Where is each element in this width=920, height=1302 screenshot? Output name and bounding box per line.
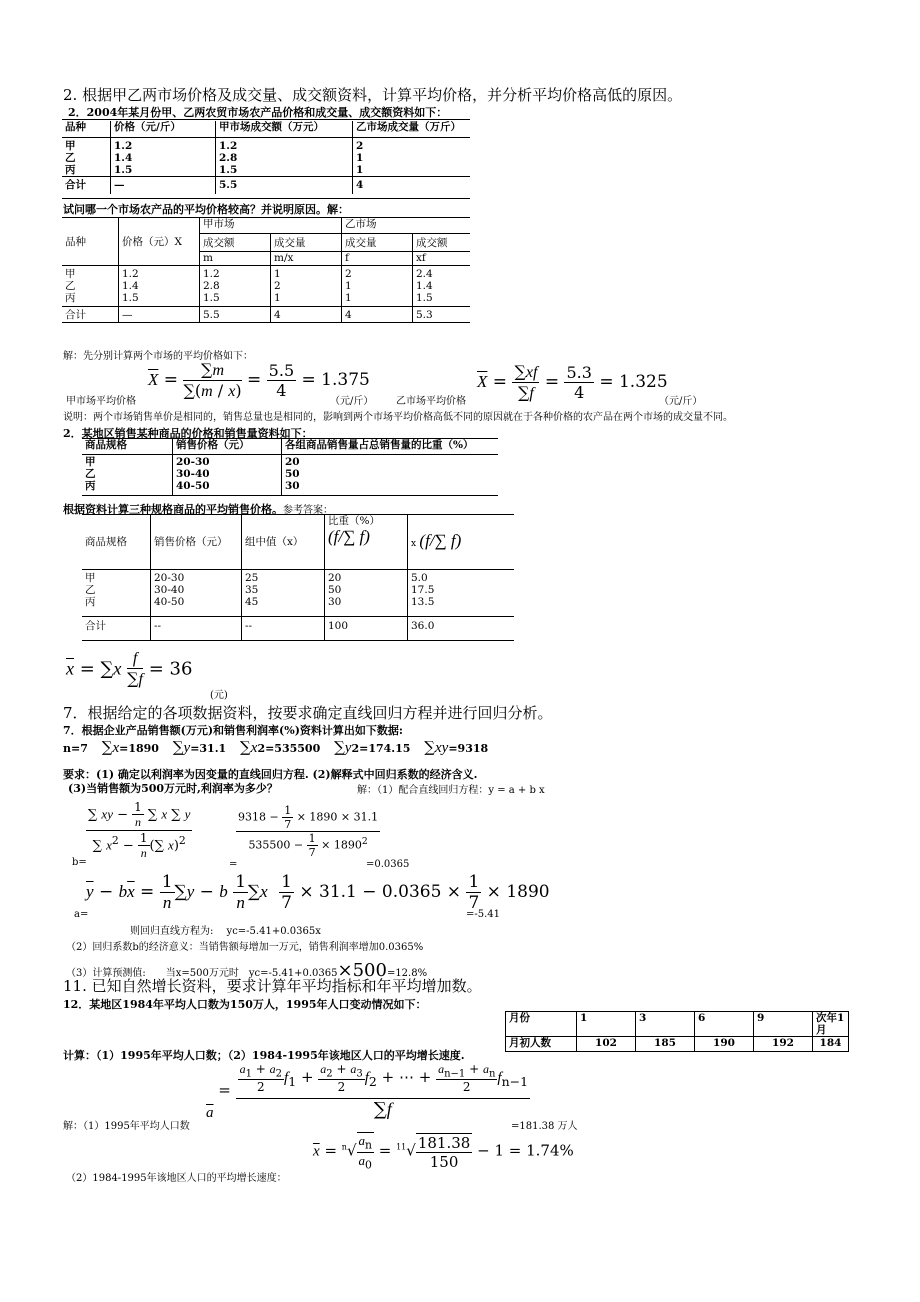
- unit-label: （元/斤）: [330, 396, 374, 407]
- q2-subheading: 2．2004年某月份甲、乙两农贸市场农产品价格和成交量、成交额资料如下：: [68, 106, 448, 119]
- unit-label-b: （元/斤）: [659, 396, 703, 407]
- table-header: 甲市场成交额（万元）: [216, 121, 353, 137]
- table-total-row: 合计 -- -- 100 36.0: [82, 617, 514, 641]
- q2-table1: [62, 121, 470, 194]
- table-row: 甲 乙 丙 1.2 1.4 1.5 1.2 2.8 1.5 1 2 1 2 1 1 2.4 1.4 1.5: [62, 266, 470, 307]
- regression-equation: 则回归直线方程为: yc=-5.41+0.0365x: [130, 926, 321, 937]
- table-header: 乙市场成交量（万斤）: [356, 121, 461, 133]
- q7-sol1: 解：（1）配合直线回归方程：y = a + b x: [357, 785, 545, 796]
- table-row: 甲 乙 丙 20-30 30-40 40-50 20 50 30: [82, 455, 498, 496]
- table-header: 品种: [62, 121, 111, 137]
- q11-subheading: 12．某地区1984年平均人口数为150万人，1995年人口变动情况如下：: [63, 998, 427, 1011]
- q2b-heading: 2．某地区销售某种商品的价格和销售量资料如下：: [63, 427, 313, 440]
- table-row: 月份 1 3 6 9 次年1月: [506, 1012, 849, 1037]
- population-table: [505, 1011, 849, 1052]
- q7-heading: 7．根据给定的各项数据资料，按要求确定直线回归方程并进行回归分析。: [63, 704, 553, 722]
- table-header: 价格（元/斤）: [111, 121, 216, 137]
- q7-subheading: 7．根据企业产品销售额(万元)和销售利润率(%)资料计算出如下数据:: [63, 724, 403, 737]
- table-row: 甲 乙 丙 20-30 30-40 40-50 25 35 45 20 50 30 5.0 17.5 13.5: [82, 570, 514, 617]
- q11-calc: 计算：（1）1995年平均人口数；（2）1984-1995年该地区人口的平均增长速度.: [63, 1049, 465, 1062]
- table-row: 月初人数 102 185 190 192 184: [506, 1037, 849, 1052]
- q11-sol2: （2）1984-1995年该地区人口的平均增长速度：: [66, 1173, 287, 1184]
- q11-heading: 11. 已知自然增长资料，要求计算年平均指标和年平均增加数。: [63, 977, 482, 995]
- q7-given-data: n=7 ∑x=1890 ∑y=31.1 ∑x2=535500 ∑y2=174.15 ∑xy=9318: [63, 738, 489, 756]
- q11-sol1: 解：（1）1995年平均人口数: [63, 1121, 190, 1132]
- b-result: =0.0365: [366, 859, 410, 870]
- q2-sol-intro: 解：先分别计算两个市场的平均价格如下：: [63, 351, 253, 362]
- q2-heading: 2. 根据甲乙两市场价格及成交量、成交额资料，计算平均价格，并分析平均价格高低的原因。: [63, 86, 683, 104]
- q2b-table2: 商品规格 销售价格（元） 组中值（x） 比重（%） (f/∑ f) x (f/∑ f) 甲 乙 丙 20-30 30-40 40-50 25 35 45 20 50 30 5.0 17.5 13.5 合计 -- -- 100 36.0: [82, 514, 514, 641]
- q2b-table1: 商品规格 销售价格（元） 各组商品销售量占总销售量的比重（%） 甲 乙 丙 20-30 30-40 40-50 20 50 30: [82, 438, 498, 496]
- a-label: a=: [74, 909, 89, 920]
- formula-marketA: $\overline{X}$ = $\frac{\sum m}{\sum(m / x)}$ = $\frac{5.5}{4}$ = 1.375: [148, 360, 370, 400]
- q7-sol2: （2）回归系数b的经济意义：当销售额每增加一万元，销售利润率增加0.0365%: [66, 942, 424, 953]
- formula-growth-rate: $\overline{x} = ^n√$ $\frac{a_n}{a_0}$ = $^{11}$√ $\frac{181.38}{150}$ − 1 = 1.74%: [313, 1133, 574, 1172]
- q2-explanation: 说明：两个市场销售单价是相同的，销售总量也是相同的，影响到两个市场平均价格高低不同的原因就在于各种价格的农产品在两个市场的成交量不同。: [63, 412, 733, 423]
- table-total-row: 合计 — 5.5 4 4 5.3: [62, 307, 470, 323]
- a-result: =-5.41: [466, 909, 501, 920]
- formula-a: $\overline{y} - b\overline{x}$ = $\frac{1}{n}$ ∑y − b $\frac{1}{n}$ ∑x $\frac{1}{7}$ × 31.1 − 0.0365 × $\frac{1}{7}$ × 1890: [86, 872, 550, 913]
- q2-question: 试问哪一个市场农产品的平均价格较高？并说明原因。解：: [63, 203, 349, 216]
- marketB-label: 乙市场平均价格: [396, 396, 466, 407]
- formula-b-numeric: 9318 − $\frac{1}{7}$ × 1890 × 31.1 535500 − $\frac{1}{7}$ × $1890^2$: [238, 804, 379, 859]
- q7-sol3: （3）计算预测值: 当x=500万元时 yc=-5.41+0.0365×500=12.8%: [66, 960, 428, 981]
- q7-question3: (3)当销售额为500万元时,利润率为多少？: [68, 782, 278, 795]
- q2b-unit: (元): [210, 690, 228, 701]
- formula-avg-population: $\overline{a}$ = $\frac{a_1 + a_2}{2}$ $f_1$ + $\frac{a_2 + a_3}{2}$ $f_2$ + ⋯ + $\frac{a_{n-1} + a_n}{2}$ $f_{n-1}$ ∑f: [206, 1062, 529, 1122]
- q2b-task: 根据资料计算三种规格商品的平均销售价格。参考答案：: [63, 503, 333, 516]
- formula-weight: (f/∑ f): [328, 527, 370, 546]
- formula-marketB: $\overline{X}$ = $\frac{\sum xf}{\sum f}$ = $\frac{5.3}{4}$ = 1.325: [477, 362, 668, 402]
- marketA-label: 甲市场平均价格: [66, 396, 136, 407]
- q2-table2: 品种 价格（元）X 甲市场 乙市场 成交额 成交量 成交量 成交额 m m/x f xf 甲 乙 丙 1.2 1.4 1.5 1.2 2.8 1.5 1 2 1 2 1 1 2.4 1.4 1.5 合计 — 5.5 4 4 5.3: [62, 217, 470, 323]
- b-label: b=: [72, 857, 87, 868]
- formula-avg-price: $\overline{x} = \sum x$ $\frac{f}{\sum f}$ = 36: [66, 650, 193, 688]
- avg-population-result: =181.38 万人: [511, 1121, 578, 1132]
- formula-b-general: ∑ xy − $\frac{1}{n}$ ∑ x ∑ y ∑ $x^2$ − $\frac{1}{n}$ (∑ x)$^2$: [88, 800, 191, 860]
- table-total-row: 合计 — 5.5 4: [62, 176, 470, 194]
- q7-requirements: 要求：(1) 确定以利润率为因变量的直线回归方程. (2)解释式中回归系数的经济含义.: [63, 768, 478, 781]
- table-row: 甲 乙 丙 1.2 1.4 1.5 1.2 2.8 1.5 2 1 1: [62, 137, 470, 176]
